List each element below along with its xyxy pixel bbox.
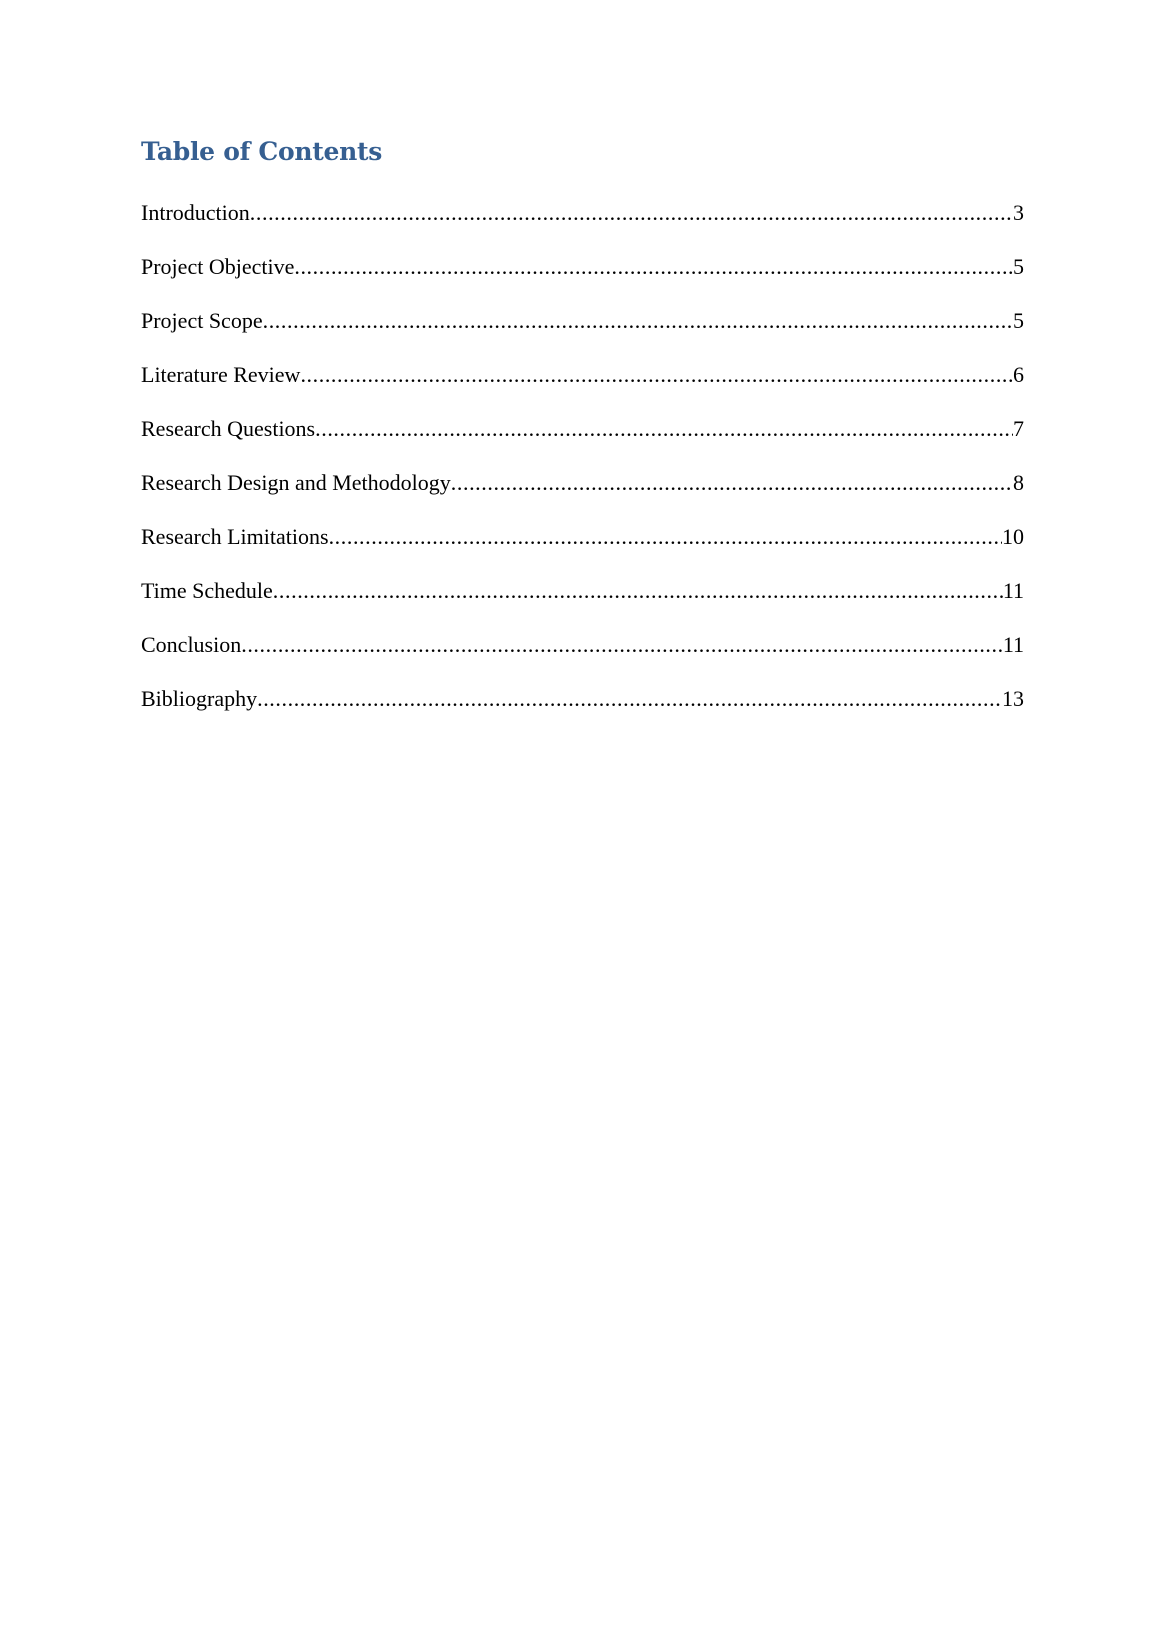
toc-entry-page: 13 xyxy=(1002,686,1024,711)
toc-entry-label: Introduction xyxy=(141,200,250,225)
toc-entry-page: 11 xyxy=(1002,578,1024,603)
toc-entry-label: Bibliography xyxy=(141,686,258,711)
toc-entry-page: 3 xyxy=(1013,200,1024,225)
toc-dot-leader xyxy=(241,632,1003,658)
toc-entry-page: 8 xyxy=(1013,470,1024,495)
toc-dot-leader xyxy=(315,416,1013,442)
toc-entry-page: 5 xyxy=(1013,254,1024,279)
toc-entry-label: Research Questions xyxy=(141,416,316,441)
toc-entry-research-limitations[interactable] xyxy=(141,524,1024,578)
toc-entry-label: Project Scope xyxy=(141,308,263,333)
toc-entry-label: Research Design and Methodology xyxy=(141,470,451,495)
toc-dot-leader xyxy=(300,362,1013,388)
toc-entry-introduction[interactable] xyxy=(141,200,1024,254)
toc-entry-research-design[interactable] xyxy=(141,470,1024,524)
toc-dot-leader xyxy=(451,470,1013,496)
toc-entry-research-questions[interactable] xyxy=(141,416,1024,470)
toc-entry-page: 7 xyxy=(1013,416,1024,441)
toc-entry-page: 11 xyxy=(1002,632,1024,657)
toc-entry-project-objective[interactable] xyxy=(141,254,1024,308)
toc-dot-leader xyxy=(273,578,1003,604)
toc-dot-leader xyxy=(263,308,1013,334)
toc-entry-conclusion[interactable] xyxy=(141,632,1024,686)
toc-dot-leader xyxy=(329,524,1002,550)
toc-entry-literature-review[interactable] xyxy=(141,362,1024,416)
toc-dot-leader xyxy=(257,686,1002,712)
toc-entry-page: 6 xyxy=(1013,362,1024,387)
toc-list xyxy=(141,200,1024,740)
toc-entry-label: Project Objective xyxy=(141,254,295,279)
toc-entry-label: Research Limitations xyxy=(141,524,329,549)
toc-entry-bibliography[interactable] xyxy=(141,686,1024,740)
toc-entry-project-scope[interactable] xyxy=(141,308,1024,362)
toc-title: Table of Contents xyxy=(141,137,383,166)
toc-entry-label: Time Schedule xyxy=(141,578,273,603)
toc-entry-time-schedule[interactable] xyxy=(141,578,1024,632)
toc-entry-page: 5 xyxy=(1013,308,1024,333)
toc-entry-page: 10 xyxy=(1002,524,1024,549)
toc-entry-label: Conclusion xyxy=(141,632,242,657)
toc-dot-leader xyxy=(250,200,1013,226)
toc-dot-leader xyxy=(294,254,1013,280)
toc-entry-label: Literature Review xyxy=(141,362,301,387)
